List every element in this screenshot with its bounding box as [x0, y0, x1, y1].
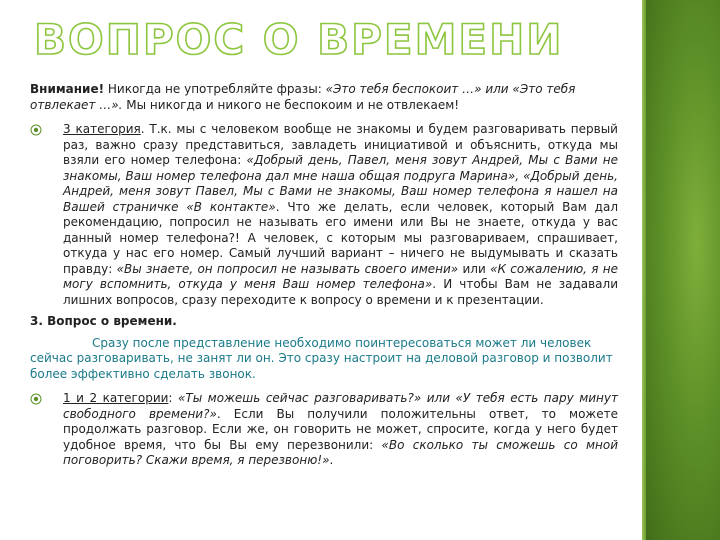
b1-q1: «Добрый день, Павел, меня зовут Андрей, Мы с Вами не знакомы, Ваш номер телефона дал мне наша общая подруга Марина», «Добрый день, Андрей, меня зовут Павел, Мы с Вами не знакомы, Ваш номер телефона я нашел на Вашей страничке «В контакте» — [63, 153, 619, 214]
b2-q2: «Во сколько ты сможешь со мной поговорить? Скажи время, я перезвоню!» — [63, 437, 618, 467]
bullet-diamond-icon — [30, 393, 42, 405]
b1-t4: . И чтобы Вам не задавали лишних вопросов, сразу переходите к вопросу о времени и к презентации. — [63, 277, 618, 307]
b2-t1: : — [168, 391, 178, 405]
intro-text2: Мы никогда и никого не беспокоим и не отвлекаем! — [122, 97, 460, 112]
note-paragraph — [30, 336, 618, 383]
bullet-category-1-2 — [30, 391, 618, 469]
b2-t2: . Если Вы получили положительны ответ, то можете продолжать разговор. Если же, он говорить не может, спросите, когда у него будет удобное время, что бы Вы ему перезвонили: — [63, 406, 618, 452]
b1-q3: «К сожалению, я не могу вспомнить, откуда у меня Ваш номер телефона» — [63, 261, 618, 291]
slide-title-text: ВОПРОС О ВРЕМЕНИ — [34, 15, 564, 62]
section-heading: 3. Вопрос о времени. — [30, 314, 177, 328]
b2-t3: . — [329, 453, 334, 467]
category-1-2-label: 1 и 2 категории — [63, 391, 169, 405]
intro-label: Внимание! — [30, 82, 105, 96]
sidebar-edge — [642, 0, 646, 540]
b1-t2: . Что же делать, если человек, который Вам дал рекомендацию, попросил не называть его имени или Вы не знаете, откуда у вас данный номер телефона?! А человек, с которым мы разговариваем, спрашивает, откуда у нас его номер. Самый лучший вариант – ничего не выдумывать и сказать правду: — [63, 199, 619, 276]
bullet-diamond-icon — [30, 124, 42, 136]
intro-paragraph — [30, 82, 618, 113]
b2-q1: «Ты можешь сейчас разговаривать?» или «У тебя есть пару минут свободного времени?» — [63, 391, 618, 421]
note-text: Сразу после представление необходимо поинтересоваться может ли человек сейчас разговаривать, не занят ли он. Это сразу настроит на деловой разговор и позволит более эффективно сделать звонок. — [30, 335, 613, 381]
slide-body — [30, 82, 618, 469]
category-3-label: 3 категория — [63, 122, 141, 136]
decorative-sidebar — [642, 0, 720, 540]
slide-title — [30, 10, 630, 62]
intro-text1: Никогда не употребляйте фразы: — [104, 82, 326, 96]
b1-t3: или — [458, 261, 491, 276]
intro-quote: «Это тебя беспокоит …» или «Это тебя отвлекает …». — [30, 82, 576, 112]
b1-q2: «Вы знаете, он попросил не называть своего имени» — [116, 261, 459, 276]
slide-title-graphic — [30, 10, 630, 62]
bullet-category-3 — [30, 122, 618, 308]
b1-t1: . Т.к. мы с человеком вообще не знакомы и будем разговаривать первый раз, важно сразу представиться, завладеть инициативой и объяснить, откуда мы взяли его номер телефона: — [63, 122, 618, 167]
